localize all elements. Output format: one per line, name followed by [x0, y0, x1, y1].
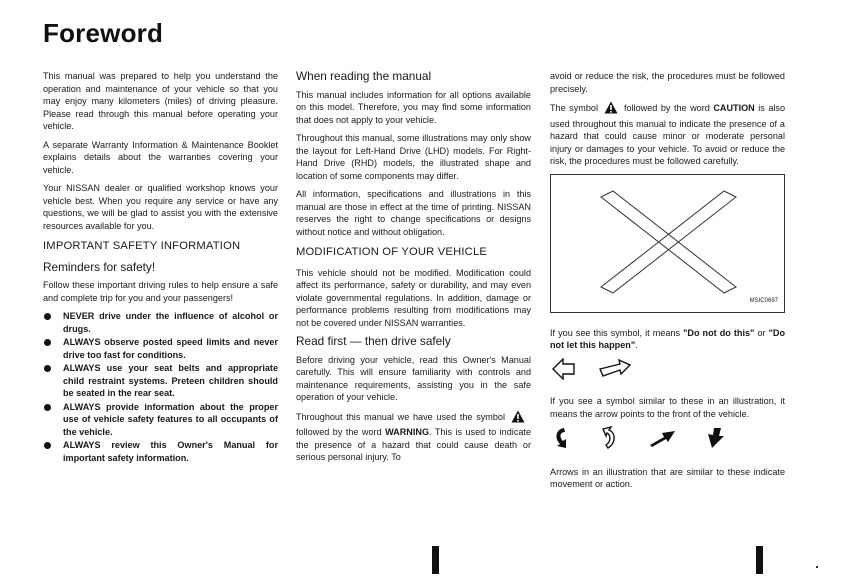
- symbol-text-or: or: [757, 327, 766, 338]
- read-first-paragraph: Before driving your vehicle, read this Owner's Manual carefully. This will ensure familiarity with controls and maintenance requirements, assisting you in the safe operation of your vehicle.: [296, 354, 531, 402]
- reminders-heading: Reminders for safety!: [43, 259, 156, 274]
- warning-text-mid: followed by the word: [296, 427, 382, 437]
- front-arrow-left-icon: [552, 358, 576, 384]
- bullet-icon: [44, 442, 51, 449]
- column-middle: [296, 70, 531, 470]
- list-item: [43, 439, 278, 464]
- symbol-text-pre: If you see this symbol, it means: [550, 327, 680, 338]
- margin-dot: [816, 566, 818, 568]
- caution-word: CAUTION: [713, 103, 755, 113]
- read-first-heading: Read first — then drive safely: [296, 334, 451, 348]
- caution-paragraph: [550, 101, 785, 168]
- front-arrow-row: [552, 358, 785, 384]
- page-tab-right: [756, 546, 763, 574]
- list-item: [43, 336, 278, 361]
- rule-text: ALWAYS use your seat belts and appropriate child restraint systems. Preteen children should be seated in the rear seat.: [63, 363, 278, 398]
- symbol-meaning-paragraph: [550, 327, 785, 352]
- modification-paragraph: This vehicle should not be modified. Modification could affect its performance, safety or durability, and may even violate governmental regulations. In addition, damage or performance problems resulting from modifications may not be covered under NISSAN warranties.: [296, 267, 531, 328]
- bullet-icon: [44, 404, 51, 411]
- page-title: Foreword: [43, 18, 164, 48]
- caution-text-mid: followed by the word: [623, 103, 710, 113]
- warning-paragraph: [296, 410, 531, 464]
- safety-rules-list: [43, 310, 278, 464]
- modification-heading: MODIFICATION OF YOUR VEHICLE: [296, 246, 488, 258]
- rule-text: ALWAYS provide information about the proper use of vehicle safety features to all occupants of the vehicle.: [63, 401, 278, 437]
- list-item: [43, 310, 278, 335]
- rule-text: NEVER drive under the influence of alcohol or drugs.: [63, 311, 278, 334]
- intro-paragraph-2: A separate Warranty Information & Maintenance Booklet explains details about the warranties covering your vehicle.: [43, 139, 278, 175]
- reading-heading: When reading the manual: [296, 69, 432, 83]
- front-arrows-paragraph: If you see a symbol similar to these in an illustration, it means the arrow points to the front of the vehicle.: [550, 396, 785, 419]
- caution-text-pre: The symbol: [550, 103, 598, 113]
- symbol-quote-2: "Do not let this happen": [550, 327, 786, 350]
- warning-text-pre: Throughout this manual we have used the symbol: [296, 411, 505, 422]
- intro-paragraph-3: Your NISSAN dealer or qualified workshop knows your vehicle best. When you require any service or have any questions, we will be glad to assist you with the extensive resources available for you.: [43, 183, 278, 231]
- cross-out-x-icon: [551, 175, 784, 312]
- figure-code: MSIC0697: [749, 298, 778, 304]
- curved-arrow-icon: [600, 426, 618, 454]
- rule-text: ALWAYS review this Owner's Manual for important safety information.: [63, 440, 278, 463]
- warning-triangle-icon: [511, 410, 525, 427]
- front-arrow-diagonal-icon: [598, 359, 632, 383]
- bullet-icon: [44, 313, 51, 320]
- reminders-intro: Follow these important driving rules to help ensure a safe and complete trip for you and your passengers!: [43, 280, 278, 303]
- list-item: [43, 362, 278, 400]
- symbol-quote-1: "Do not do this": [683, 327, 755, 338]
- continued-text: avoid or reduce the risk, the procedures must be followed precisely.: [550, 71, 785, 94]
- do-not-figure: [550, 174, 785, 313]
- caution-text-post: is also used throughout this manual to indicate the presence of a hazard that could cause minor or moderate personal injury or damages to your vehicle. To avoid or reduce the risk, the procedures must be followed carefully.: [550, 103, 785, 166]
- bullet-icon: [44, 339, 51, 346]
- diagonal-motion-arrow-icon: [648, 428, 676, 452]
- warning-text-post: . This is used to indicate the presence of a hazard that could cause death or serious personal injury. To: [296, 427, 532, 462]
- warning-word: WARNING: [385, 427, 430, 437]
- list-item: [43, 401, 278, 439]
- symbol-text-end: .: [635, 340, 638, 350]
- intro-paragraph-1: This manual was prepared to help you understand the operation and maintenance of your vehicle so that you may enjoy many kilometers (miles) of driving pleasure. Please read through this manual before operating your vehicle.: [43, 71, 278, 131]
- reading-paragraph-3: All information, specifications and illustrations in this manual are those in effect at the time of printing. NISSAN reserves the right to change specifications or designs without notice and without obligation.: [296, 189, 531, 237]
- column-left: [43, 70, 278, 465]
- movement-arrow-row: [552, 426, 785, 454]
- movement-arrows-paragraph: Arrows in an illustration that are similar to these indicate movement or action.: [550, 466, 785, 489]
- rotate-arrow-icon: [552, 426, 570, 454]
- caution-triangle-icon: [604, 101, 618, 118]
- column-right: [550, 70, 785, 497]
- reading-paragraph-2: Throughout this manual, some illustrations may only show the layout for Left-Hand Drive (LHD) models. For Right-Hand Drive (RHD) models, the illustrated shape and location of some components may differ.: [296, 133, 531, 181]
- bullet-icon: [44, 365, 51, 372]
- page-tab-left: [432, 546, 439, 574]
- reading-paragraph-1: This manual includes information for all options available on this model. Therefore, you may find some information that does not apply to your vehicle.: [296, 89, 531, 125]
- rule-text: ALWAYS observe posted speed limits and never drive too fast for conditions.: [63, 337, 278, 360]
- safety-heading: IMPORTANT SAFETY INFORMATION: [43, 240, 241, 252]
- down-motion-arrow-icon: [706, 427, 726, 453]
